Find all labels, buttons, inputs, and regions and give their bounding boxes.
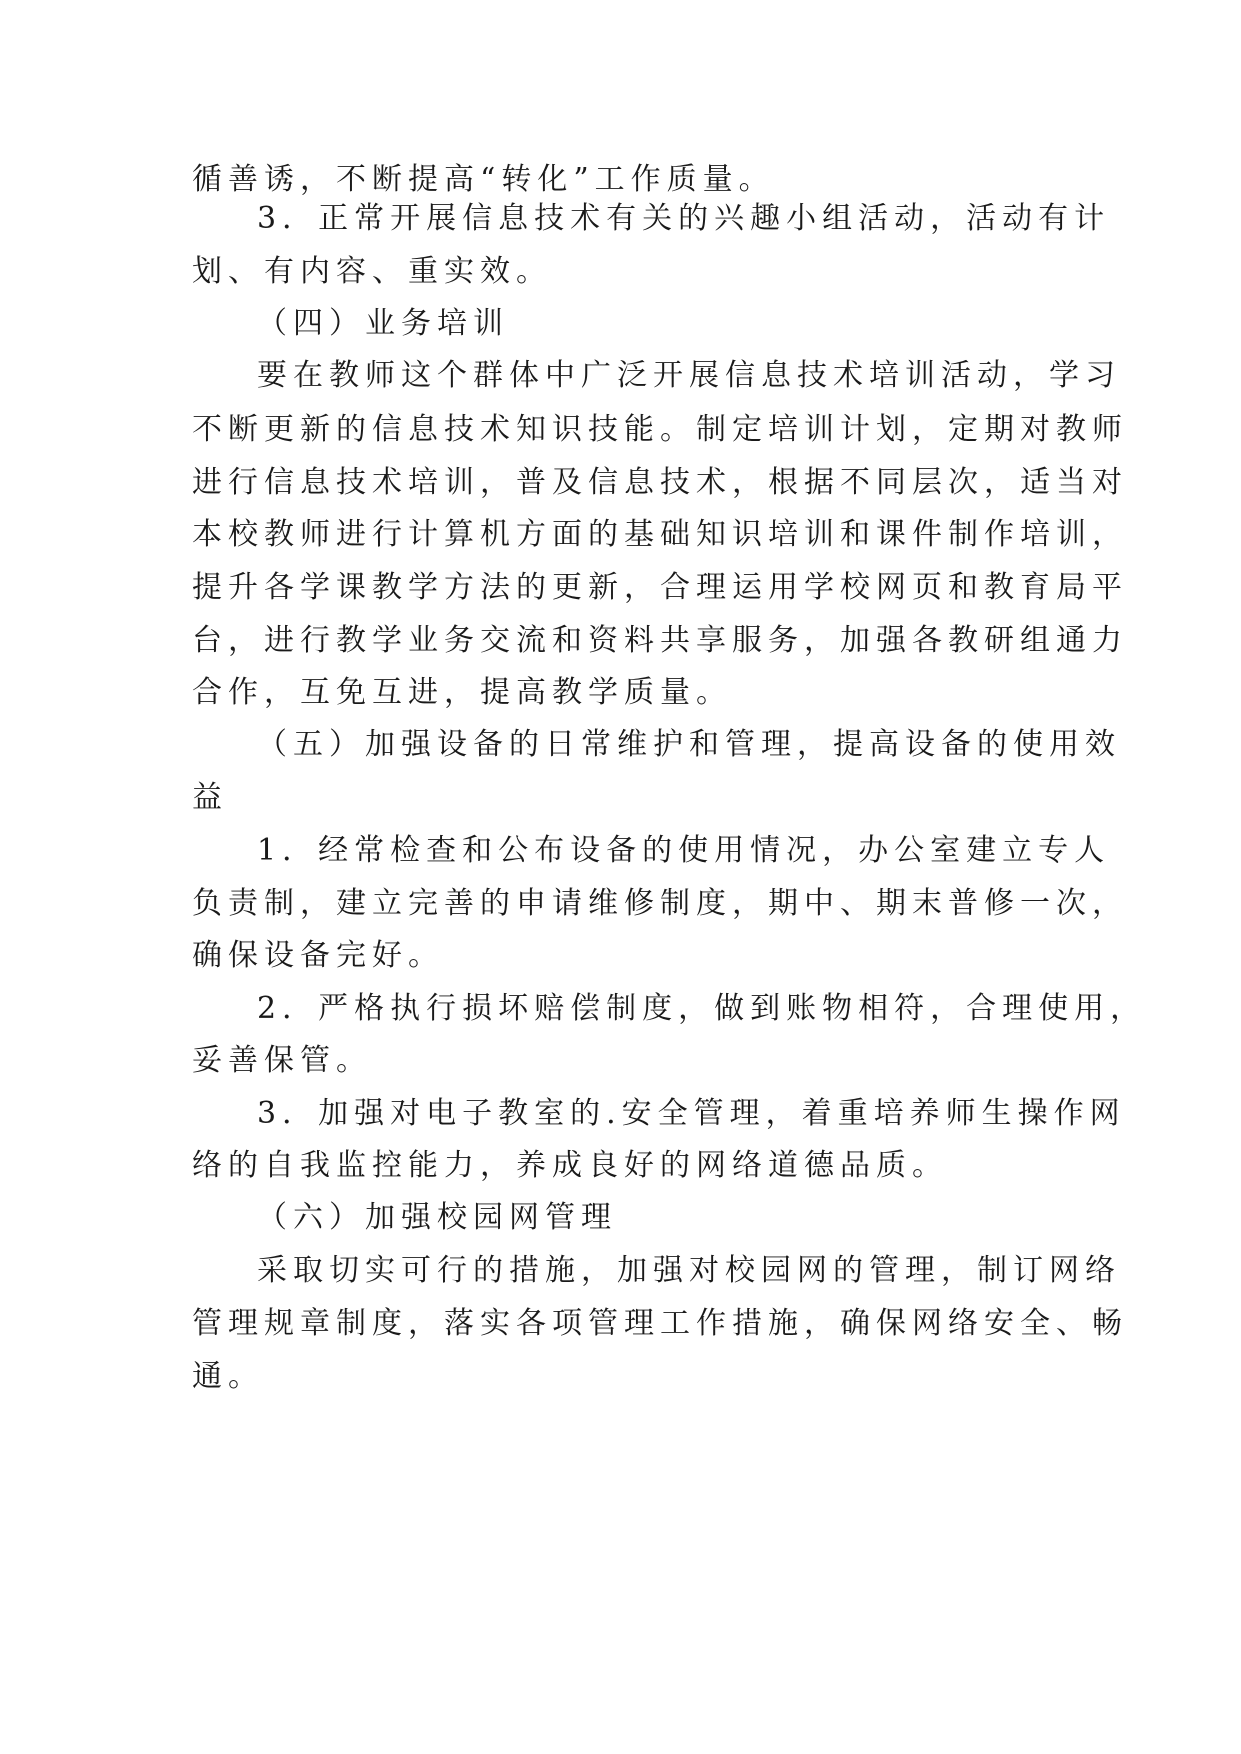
list-item-text: 1．经常检查和公布设备的使用情况，办公室建立专人: [257, 833, 1111, 868]
text-line: 提升各学课教学方法的更新，合理运用学校网页和教育局平: [192, 570, 1128, 605]
list-item-text: 3．正常开展信息技术有关的兴趣小组活动，活动有计: [257, 201, 1111, 236]
text-line: 妥善保管。: [192, 1043, 372, 1078]
text-line: 台，进行教学业务交流和资料共享服务，加强各教研组通力: [192, 623, 1128, 658]
text-line: 确保设备完好。: [192, 938, 444, 973]
text-line: 循善诱，不断提高“转化”工作质量。: [192, 162, 775, 197]
paragraph-line: 采取切实可行的措施，加强对校园网的管理，制订网络: [257, 1253, 1121, 1288]
text-line: 进行信息技术培训，普及信息技术，根据不同层次，适当对: [192, 465, 1128, 500]
text-line: 本校教师进行计算机方面的基础知识培训和课件制作培训，: [192, 517, 1128, 552]
text-line: 负责制，建立完善的申请维修制度，期中、期末普修一次，: [192, 886, 1128, 921]
list-item-text: 2．严格执行损坏赔偿制度，做到账物相符，合理使用，: [257, 991, 1147, 1026]
text-line: 益: [192, 780, 228, 815]
text-line: 络的自我监控能力，养成良好的网络道德品质。: [192, 1148, 948, 1183]
section-heading: （五）加强设备的日常维护和管理，提高设备的使用效: [257, 727, 1121, 762]
text-line: 合作，互免互进，提高教学质量。: [192, 675, 732, 710]
text-line: 划、有内容、重实效。: [192, 254, 552, 289]
text-line: 通。: [192, 1359, 264, 1394]
text-line: 管理规章制度，落实各项管理工作措施，确保网络安全、畅: [192, 1306, 1128, 1341]
section-heading: （四）业务培训: [257, 306, 509, 341]
section-heading: （六）加强校园网管理: [257, 1200, 617, 1235]
paragraph-line: 要在教师这个群体中广泛开展信息技术培训活动，学习: [257, 358, 1121, 393]
text-line: 不断更新的信息技术知识技能。制定培训计划，定期对教师: [192, 412, 1128, 447]
list-item-text: 3．加强对电子教室的.安全管理，着重培养师生操作网: [257, 1096, 1126, 1131]
